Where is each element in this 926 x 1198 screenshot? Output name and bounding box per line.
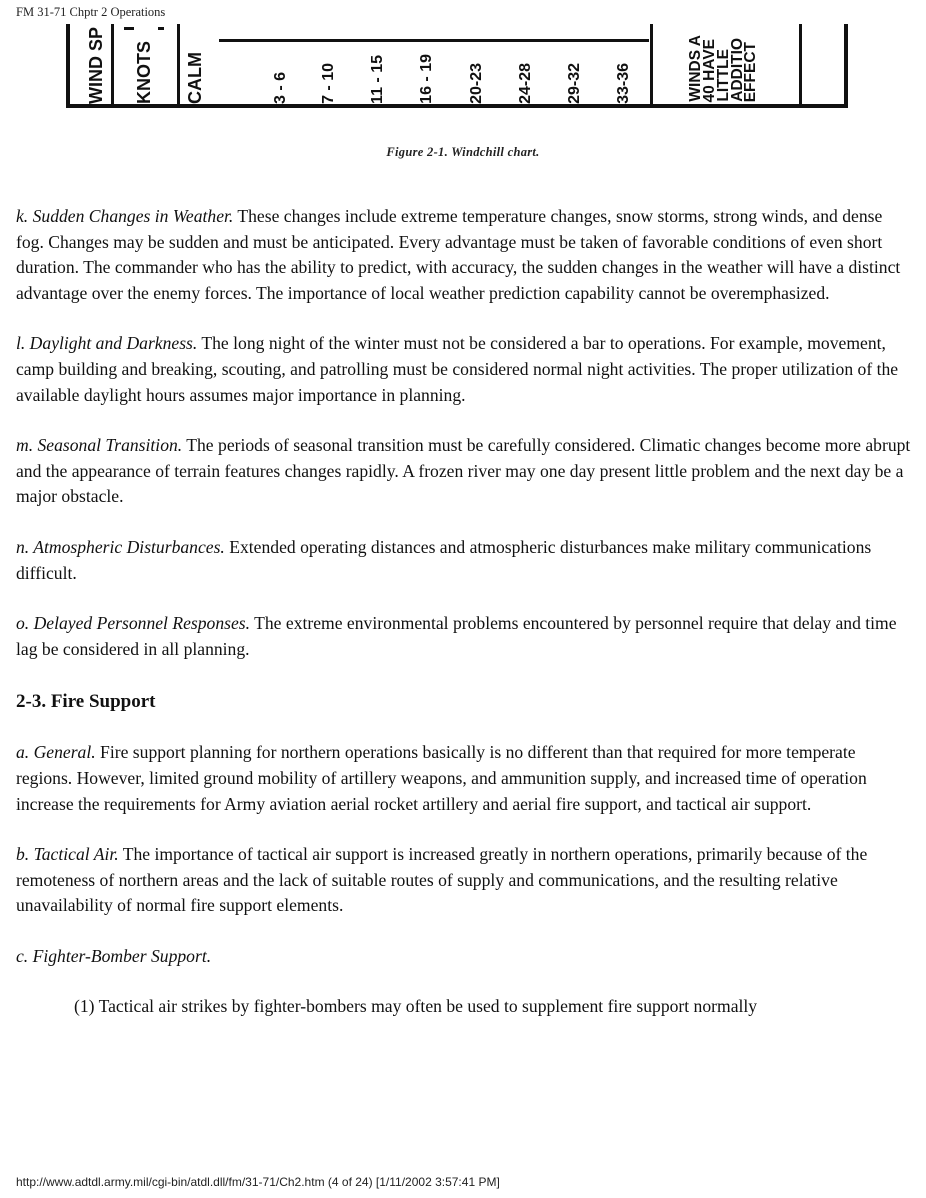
effect-line: EFFECT	[742, 41, 759, 102]
chart-border-right	[844, 24, 848, 107]
paragraph-text: Extended operating distances and atmospheric disturbances make military communications difficult.	[16, 536, 872, 583]
chart-divider	[799, 24, 802, 107]
page-header: FM 31-71 Chptr 2 Operations	[16, 5, 166, 19]
speed-label: 11 - 15	[369, 55, 386, 104]
paragraph-n	[16, 535, 914, 586]
paragraph-title: n. Atmospheric Disturbances.	[16, 536, 225, 557]
paragraph-text: These changes include extreme temperature changes, snow storms, strong winds, and dense fog. Changes may be sudden and must be anticipated. Every advantage must be taken of favorable conditions of even short duration. The commander who has the ability to predict, with accuracy, the sudden changes in the weather will have a distinct advantage over the enemy forces. The importance of local weather prediction capability cannot be overemphasized.	[16, 206, 901, 303]
chart-divider	[111, 24, 114, 107]
paragraph-c	[16, 944, 914, 970]
speed-label: 3 - 6	[272, 71, 289, 104]
paragraph-a	[16, 740, 914, 817]
paragraph-l	[16, 331, 914, 408]
paragraph-o	[16, 611, 914, 662]
document-body	[16, 204, 914, 1020]
paragraph-title: b. Tactical Air.	[16, 844, 119, 865]
speed-label: 7 - 10	[320, 63, 337, 104]
paragraph-title: c. Fighter-Bomber Support.	[16, 945, 212, 966]
paragraph-text: Fire support planning for northern operations basically is no different than that required for more temperate regions. However, limited ground mobility of artillery weapons, and ammunition supply, and increased time of operation increase the requirements for Army aviation aerial rocket artillery and aerial fire support, and tactical air support.	[16, 742, 867, 814]
paragraph-m	[16, 433, 914, 510]
speed-label: 20-23	[468, 63, 485, 104]
paragraph-text: The long night of the winter must not be considered a bar to operations. For example, movement, camp building and breaking, scouting, and patrolling must be considered normal night activities. The proper utilization of the available daylight hours assumes major importance in planning.	[16, 333, 899, 405]
wind-effect-note	[687, 26, 759, 102]
effect-line: WINDS A	[687, 35, 704, 102]
paragraph-k	[16, 204, 914, 306]
calm-header: CALM	[185, 52, 205, 104]
page-footer-url: http://www.adtdl.army.mil/cgi-bin/atdl.dll/fm/31-71/Ch2.htm (4 of 24) [1/11/2002 3:57:41 PM]	[16, 1175, 500, 1189]
speed-label: 24-28	[517, 63, 534, 104]
chart-border-bottom	[66, 104, 848, 108]
section-heading: 2-3. Fire Support	[16, 691, 156, 713]
speed-label: 16 - 19	[418, 54, 435, 104]
chart-border-left	[66, 24, 70, 107]
paragraph-title: l. Daylight and Darkness.	[16, 333, 198, 354]
paragraph-c1: (1) Tactical air strikes by fighter-bombers may often be used to supplement fire support normally	[74, 996, 758, 1017]
chart-rule	[219, 39, 649, 42]
windchill-chart-fragment	[66, 24, 848, 110]
effect-line: LITTLE	[715, 49, 732, 102]
effect-line: ADDITIO	[729, 38, 746, 102]
chart-tick	[124, 27, 134, 30]
effect-line: 40 HAVE	[701, 38, 718, 102]
paragraph-title: o. Delayed Personnel Responses.	[16, 613, 251, 634]
paragraph-title: a. General.	[16, 742, 96, 763]
paragraph-text: The importance of tactical air support is increased greatly in northern operations, primarily because of the remoteness of northern areas and the lack of suitable routes of supply and communications, and the resulting relative unavailability of normal fire support elements.	[16, 844, 868, 916]
chart-divider	[177, 24, 180, 107]
wind-speed-header: WIND SP	[86, 26, 106, 104]
chart-divider	[650, 24, 653, 107]
paragraph-title: m. Seasonal Transition.	[16, 435, 183, 456]
paragraph-title: k. Sudden Changes in Weather.	[16, 206, 234, 226]
speed-label: 33-36	[615, 63, 632, 104]
paragraph-b	[16, 842, 914, 919]
figure-caption: Figure 2-1. Windchill chart.	[386, 145, 540, 159]
chart-tick	[158, 27, 164, 30]
paragraph-text: The periods of seasonal transition must be carefully considered. Climatic changes become more abrupt and the appearance of terrain features changes rapidly. A frozen river may one day present little problem and the next day be a major obstacle.	[16, 435, 911, 507]
knots-header: KNOTS	[134, 41, 154, 104]
paragraph-text: The extreme environmental problems encountered by personnel require that delay and time lag be considered in all planning.	[16, 613, 897, 659]
speed-label: 29-32	[566, 63, 583, 104]
